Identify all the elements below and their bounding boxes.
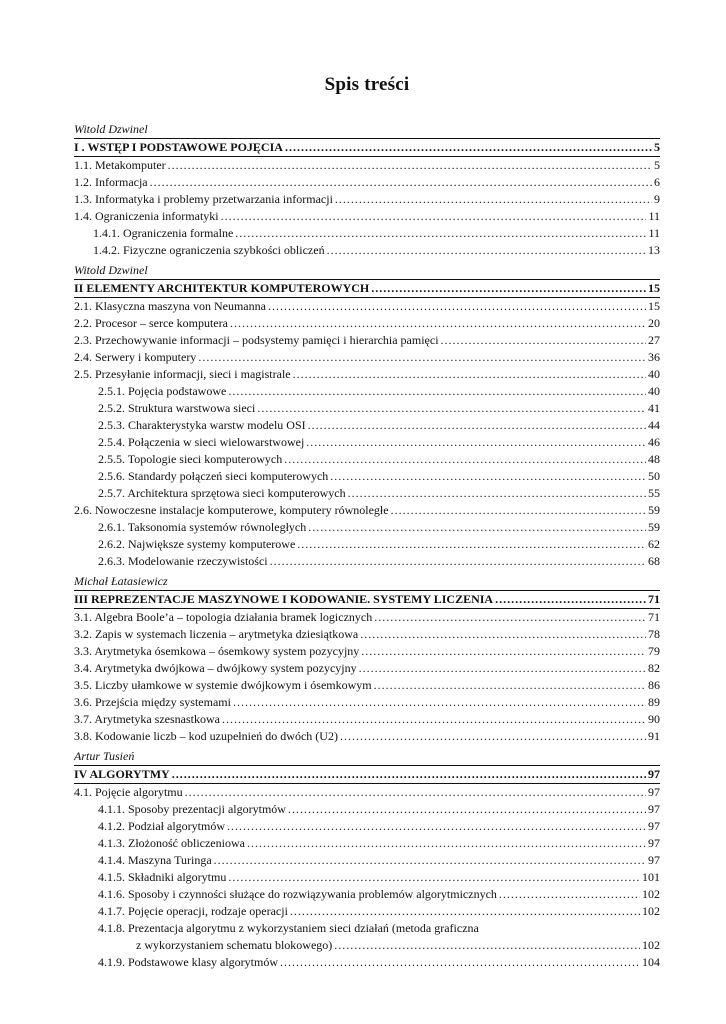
page-number: 89 xyxy=(648,695,660,709)
dot-leader xyxy=(495,591,646,608)
dot-leader xyxy=(374,677,646,694)
page-number: 102 xyxy=(642,904,660,918)
toc-entry xyxy=(74,818,660,835)
chapter-heading xyxy=(74,765,660,784)
dot-leader xyxy=(172,766,646,783)
toc-entry xyxy=(74,711,660,728)
toc-entry xyxy=(74,886,660,903)
entry-label: 1.3. Informatyka i problemy przetwarzania informacji xyxy=(74,192,333,206)
table-of-contents xyxy=(74,118,660,971)
page-number: 82 xyxy=(648,661,660,675)
section-author: Witold Dzwinel xyxy=(74,263,148,277)
toc-entry xyxy=(74,869,660,886)
dot-leader xyxy=(441,332,646,349)
entry-label: 2.5.4. Połączenia w sieci wielowarstwowej xyxy=(98,435,305,449)
toc-entry xyxy=(74,609,660,626)
toc-entry xyxy=(74,553,660,570)
page-number: 44 xyxy=(648,418,660,432)
toc-entry xyxy=(74,920,660,937)
dot-leader xyxy=(361,643,646,660)
dot-leader xyxy=(290,903,640,920)
page-number: 59 xyxy=(648,520,660,534)
toc-entry xyxy=(74,954,660,971)
dot-leader xyxy=(228,383,646,400)
dot-leader xyxy=(348,485,646,502)
dot-leader xyxy=(227,818,646,835)
page-number: 97 xyxy=(648,836,660,850)
dot-leader xyxy=(257,400,646,417)
entry-label: 1.4. Ograniczenia informatyki xyxy=(74,209,219,223)
entry-label: II ELEMENTY ARCHITEKTUR KOMPUTEROWYCH xyxy=(74,281,370,295)
dot-leader xyxy=(270,553,646,570)
entry-label: III REPREZENTACJE MASZYNOWE I KODOWANIE. SYSTEMY LICZENIA xyxy=(74,592,494,606)
entry-label: 4.1.1. Sposoby prezentacji algorytmów xyxy=(98,802,286,816)
page-number: 97 xyxy=(648,767,660,781)
entry-label: 2.5.1. Pojęcia podstawowe xyxy=(98,384,227,398)
entry-label: 4.1. Pojęcie algorytmu xyxy=(74,785,183,799)
dot-leader xyxy=(268,298,646,315)
toc-section xyxy=(74,573,660,745)
dot-leader xyxy=(228,869,640,886)
page-number: 6 xyxy=(654,175,660,189)
entry-label: 2.2. Procesor – serce komputera xyxy=(74,316,228,330)
dot-leader xyxy=(235,225,646,242)
page-number: 78 xyxy=(648,627,660,641)
toc-section xyxy=(74,121,660,259)
chapter-heading xyxy=(74,590,660,609)
dot-leader xyxy=(340,728,646,745)
entry-label: 2.5.5. Topologie sieci komputerowych xyxy=(98,452,283,466)
toc-entry xyxy=(74,174,660,191)
dot-leader xyxy=(359,660,646,677)
toc-entry xyxy=(74,903,660,920)
dot-leader xyxy=(284,451,646,468)
chapter-heading xyxy=(74,138,660,157)
dot-leader xyxy=(214,852,646,869)
page-number: 40 xyxy=(648,384,660,398)
toc-entry xyxy=(74,937,660,954)
entry-label: 4.1.7. Pojęcie operacji, rodzaje operacji xyxy=(98,904,288,918)
section-author: Michał Łatasiewicz xyxy=(74,574,168,588)
page-number: 86 xyxy=(648,678,660,692)
dot-leader xyxy=(308,417,646,434)
toc-entry xyxy=(74,784,660,801)
dot-leader xyxy=(297,536,646,553)
entry-label: 4.1.6. Sposoby i czynności służące do rozwiązywania problemów algorytmicznych xyxy=(98,887,497,901)
dot-leader xyxy=(280,954,640,971)
dot-leader xyxy=(374,609,646,626)
entry-label: 2.1. Klasyczna maszyna von Neumanna xyxy=(74,299,266,313)
entry-label: 4.1.8. Prezentacja algorytmu z wykorzystaniem sieci działań (metoda graficzna xyxy=(98,921,479,935)
entry-label: 2.5.7. Architektura sprzętowa sieci komputerowych xyxy=(98,486,346,500)
toc-entry xyxy=(74,801,660,818)
entry-label: 4.1.4. Maszyna Turinga xyxy=(98,853,212,867)
entry-label: 2.6.2. Największe systemy komputerowe xyxy=(98,537,296,551)
page-number: 40 xyxy=(648,367,660,381)
toc-entry xyxy=(74,502,660,519)
toc-section xyxy=(74,748,660,971)
entry-label: 3.8. Kodowanie liczb – kod uzupełnień do dwóch (U2) xyxy=(74,729,338,743)
toc-entry xyxy=(74,366,660,383)
dot-leader xyxy=(327,242,646,259)
toc-entry xyxy=(74,728,660,745)
entry-label: 3.7. Arytmetyka szesnastkowa xyxy=(74,712,220,726)
entry-label: 2.5.2. Struktura warstwowa sieci xyxy=(98,401,256,415)
toc-entry xyxy=(74,434,660,451)
dot-leader xyxy=(308,519,646,536)
dot-leader xyxy=(360,626,646,643)
toc-entry xyxy=(74,852,660,869)
toc-entry xyxy=(74,677,660,694)
toc-entry xyxy=(74,208,660,225)
dot-leader xyxy=(371,280,646,297)
entry-label: 1.4.2. Fizyczne ograniczenia szybkości obliczeń xyxy=(93,243,325,257)
toc-entry xyxy=(74,519,660,536)
entry-label: 2.6.1. Taksonomia systemów równoległych xyxy=(98,520,307,534)
page-number: 59 xyxy=(648,503,660,517)
page-number: 102 xyxy=(642,887,660,901)
page-number: 46 xyxy=(648,435,660,449)
dot-leader xyxy=(168,157,652,174)
toc-entry xyxy=(74,225,660,242)
dot-leader xyxy=(185,784,646,801)
entry-label: z wykorzystaniem schematu blokowego) xyxy=(136,938,333,952)
page-number: 91 xyxy=(648,729,660,743)
dot-leader xyxy=(306,434,646,451)
dot-leader xyxy=(285,139,652,156)
toc-entry xyxy=(74,298,660,315)
entry-label: 2.5. Przesyłanie informacji, sieci i magistrale xyxy=(74,367,291,381)
dot-leader xyxy=(288,801,646,818)
entry-label: 2.4. Serwery i komputery xyxy=(74,350,197,364)
entry-label: 3.3. Arytmetyka ósemkowa – ósemkowy system pozycyjny xyxy=(74,644,360,658)
page-number: 79 xyxy=(648,644,660,658)
entry-label: 1.4.1. Ograniczenia formalne xyxy=(93,226,234,240)
toc-entry xyxy=(74,660,660,677)
section-author: Witold Dzwinel xyxy=(74,122,148,136)
toc-entry xyxy=(74,626,660,643)
toc-entry xyxy=(74,383,660,400)
entry-label: 2.6. Nowoczesne instalacje komputerowe, komputery równoległe xyxy=(74,503,389,517)
chapter-heading xyxy=(74,279,660,298)
entry-label: 3.1. Algebra Boole’a – topologia działania bramek logicznych xyxy=(74,610,373,624)
toc-entry xyxy=(74,835,660,852)
page-number: 97 xyxy=(648,819,660,833)
entry-label: 3.2. Zapis w systemach liczenia – arytmetyka dziesiątkowa xyxy=(74,627,359,641)
dot-leader xyxy=(499,886,640,903)
entry-label: IV ALGORYTMY xyxy=(74,767,170,781)
page-number: 97 xyxy=(648,853,660,867)
toc-entry xyxy=(74,451,660,468)
dot-leader xyxy=(391,502,646,519)
page-number: 71 xyxy=(648,610,660,624)
entry-label: 4.1.3. Złożoność obliczeniowa xyxy=(98,836,245,850)
page-title: Spis treści xyxy=(324,74,410,95)
entry-label: 3.6. Przejścia między systemami xyxy=(74,695,231,709)
page-number: 20 xyxy=(648,316,660,330)
page-number: 101 xyxy=(642,870,660,884)
entry-label: 2.6.3. Modelowanie rzeczywistości xyxy=(98,554,268,568)
dot-leader xyxy=(334,937,640,954)
page-number: 11 xyxy=(648,209,660,223)
toc-entry xyxy=(74,400,660,417)
page-number: 5 xyxy=(654,140,660,154)
toc-entry xyxy=(74,349,660,366)
page-number: 97 xyxy=(648,802,660,816)
entry-label: 2.5.6. Standardy połączeń sieci komputerowych xyxy=(98,469,329,483)
page-number: 48 xyxy=(648,452,660,466)
dot-leader xyxy=(222,711,646,728)
section-author: Artur Tusień xyxy=(74,749,135,763)
toc-entry xyxy=(74,191,660,208)
page-number: 9 xyxy=(654,192,660,206)
toc-entry xyxy=(74,694,660,711)
page-number: 90 xyxy=(648,712,660,726)
toc-entry xyxy=(74,468,660,485)
toc-section xyxy=(74,262,660,570)
page-number: 5 xyxy=(654,158,660,172)
page-number: 15 xyxy=(648,299,660,313)
page-number: 36 xyxy=(648,350,660,364)
entry-label: 4.1.9. Podstawowe klasy algorytmów xyxy=(98,955,278,969)
dot-leader xyxy=(330,468,646,485)
entry-label: I . WSTĘP I PODSTAWOWE POJĘCIA xyxy=(74,140,283,154)
toc-entry xyxy=(74,157,660,174)
entry-label: 2.5.3. Charakterystyka warstw modelu OSI xyxy=(98,418,306,432)
page-number: 50 xyxy=(648,469,660,483)
page-number: 27 xyxy=(648,333,660,347)
toc-entry xyxy=(74,643,660,660)
entry-label: 3.4. Arytmetyka dwójkowa – dwójkowy system pozycyjny xyxy=(74,661,357,675)
page-number: 102 xyxy=(642,938,660,952)
entry-label: 1.1. Metakomputer xyxy=(74,158,166,172)
dot-leader xyxy=(247,835,646,852)
dot-leader xyxy=(335,191,652,208)
dot-leader xyxy=(150,174,652,191)
entry-label: 4.1.2. Podział algorytmów xyxy=(98,819,225,833)
page-number: 97 xyxy=(648,785,660,799)
toc-entry xyxy=(74,536,660,553)
page-number: 15 xyxy=(648,281,660,295)
toc-entry xyxy=(74,485,660,502)
page-number: 41 xyxy=(648,401,660,415)
entry-label: 2.3. Przechowywanie informacji – podsystemy pamięci i hierarchia pamięci xyxy=(74,333,439,347)
dot-leader xyxy=(230,315,646,332)
page-number: 104 xyxy=(642,955,660,969)
toc-entry xyxy=(74,417,660,434)
dot-leader xyxy=(233,694,646,711)
page-number: 71 xyxy=(648,592,660,606)
dot-leader xyxy=(221,208,647,225)
dot-leader xyxy=(198,349,646,366)
entry-label: 3.5. Liczby ułamkowe w systemie dwójkowym i ósemkowym xyxy=(74,678,372,692)
toc-entry xyxy=(74,332,660,349)
toc-entry xyxy=(74,242,660,259)
page-number: 11 xyxy=(648,226,660,240)
entry-label: 1.2. Informacja xyxy=(74,175,148,189)
page-number: 55 xyxy=(648,486,660,500)
toc-entry xyxy=(74,315,660,332)
page-number: 13 xyxy=(648,243,660,257)
entry-label: 4.1.5. Składniki algorytmu xyxy=(98,870,227,884)
page-number: 68 xyxy=(648,554,660,568)
page-number: 62 xyxy=(648,537,660,551)
dot-leader xyxy=(293,366,646,383)
